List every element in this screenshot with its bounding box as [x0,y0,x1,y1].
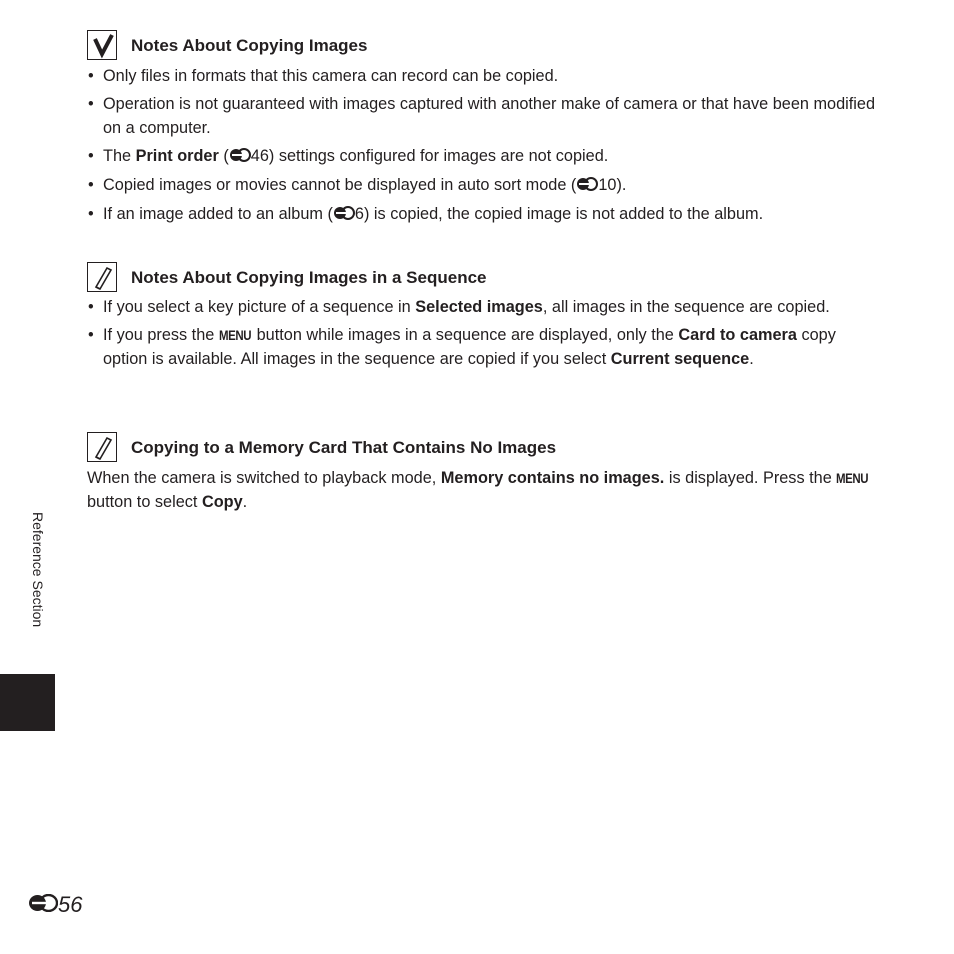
page-number-text: 56 [58,892,83,917]
card-to-camera-term: Card to camera [678,326,797,344]
section-tab-marker [0,674,55,731]
list-item: • The Print order ( 46) settings configured for images are not copied. [87,144,877,169]
section-header [87,30,877,62]
reference-section-icon [229,145,251,169]
list-item: • Copied images or movies cannot be displayed in auto sort mode ( 10). [87,173,877,198]
memory-card-no-images-section [87,432,877,514]
bullet-list [87,295,877,371]
page-number [28,892,82,918]
pencil-note-icon [87,262,117,292]
current-sequence-term: Current sequence [610,350,750,368]
list-item: • If you press the MENU button while images in a sequence are displayed, only the Card to camera copy option is available. All images in the sequence are copied if you select Current sequence. [87,323,877,371]
bullet-list [87,64,877,227]
print-order-term: Print order [135,147,219,165]
section-title: Copying to a Memory Card That Contains No Images [131,438,557,457]
section-header [87,432,877,464]
notes-copying-images-section [87,30,877,231]
side-section-label: Reference Section [30,512,46,628]
memory-contains-no-images-term: Memory contains no images. [440,469,665,487]
list-item: • If you select a key picture of a sequence in Selected images, all images in the sequence are copied. [87,295,877,319]
list-item: • Only files in formats that this camera can record can be copied. [87,64,877,88]
menu-button-label: MENU [218,327,252,343]
menu-button-label: MENU [836,470,869,486]
pencil-note-icon [87,432,117,462]
reference-section-icon [576,174,598,198]
section-title: Notes About Copying Images in a Sequence [131,268,487,287]
section-paragraph: When the camera is switched to playback mode, Memory contains no images. is displayed. Press the MENU button to select Copy. [87,466,877,514]
section-header [87,262,877,294]
section-title: Notes About Copying Images [131,36,368,55]
notes-sequence-section [87,262,877,375]
selected-images-term: Selected images [415,298,543,316]
copy-term: Copy [201,493,243,511]
reference-section-icon [28,892,58,918]
reference-section-icon [333,203,355,227]
list-item: • Operation is not guaranteed with images captured with another make of camera or that have been modified on a computer. [87,92,877,140]
check-note-icon [87,30,117,60]
list-item: • If an image added to an album ( 6) is copied, the copied image is not added to the album. [87,202,877,227]
